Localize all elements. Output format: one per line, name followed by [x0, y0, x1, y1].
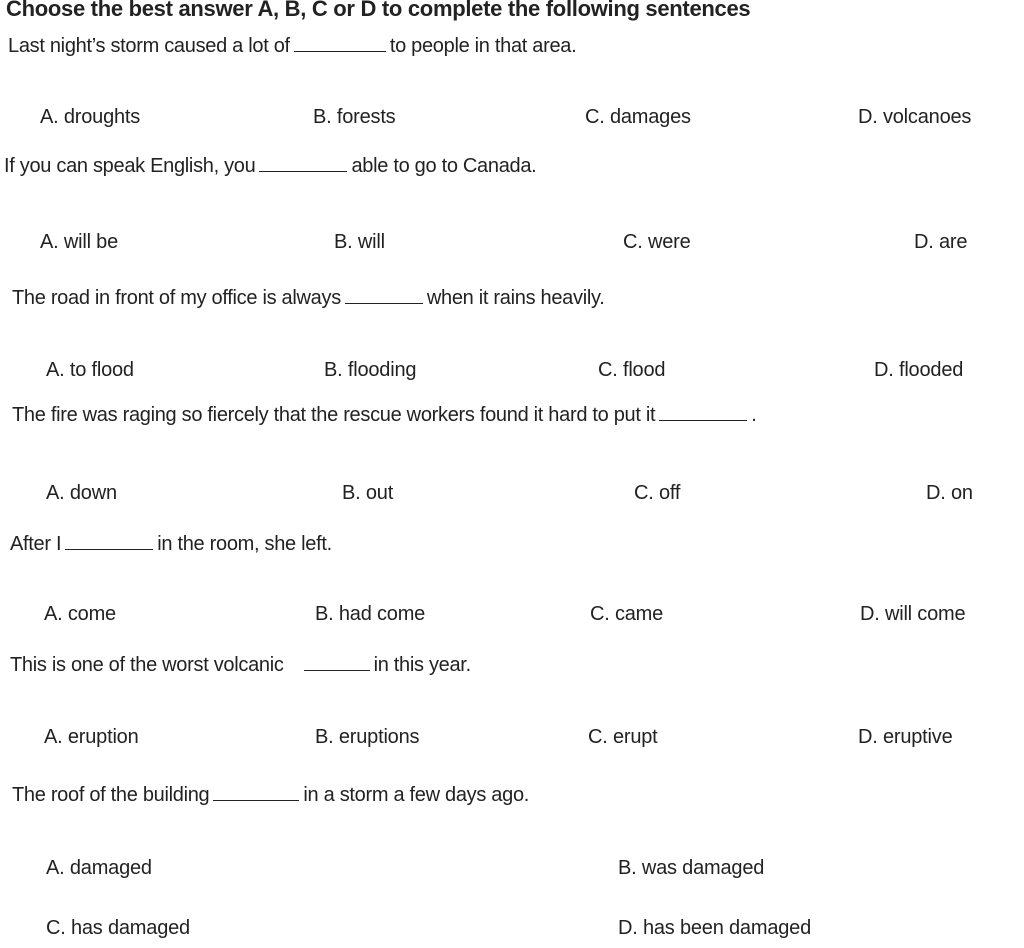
question-6-blank[interactable] [304, 652, 370, 671]
question-3-option-d[interactable]: D. flooded [874, 359, 964, 381]
question-6-after: in this year. [373, 654, 471, 676]
question-4 [12, 402, 757, 427]
question-4-option-d[interactable]: D. on [926, 482, 973, 504]
question-3 [12, 285, 604, 310]
question-5-option-c[interactable]: C. came [590, 603, 664, 625]
question-3-option-a[interactable]: A. to flood [46, 359, 134, 381]
question-7-after: in a storm a few days ago. [303, 784, 530, 806]
question-7-option-c[interactable]: C. has damaged [46, 917, 190, 939]
question-7 [12, 782, 529, 807]
question-4-option-b[interactable]: B. out [342, 482, 394, 504]
question-3-before: The road in front of my office is always [12, 287, 341, 309]
question-2-option-b[interactable]: B. will [334, 231, 385, 253]
question-5 [10, 531, 332, 556]
question-6-option-d[interactable]: D. eruptive [858, 726, 953, 748]
question-5-option-d[interactable]: D. will come [860, 603, 966, 625]
question-5-option-a[interactable]: A. come [44, 603, 116, 625]
question-2-option-d[interactable]: D. are [914, 231, 968, 253]
question-6 [10, 652, 471, 677]
question-3-blank[interactable] [345, 285, 423, 304]
question-2-option-c[interactable]: C. were [623, 231, 691, 253]
question-7-blank[interactable] [213, 782, 299, 801]
question-5-after: in the room, she left. [157, 533, 332, 555]
question-1-after: to people in that area. [389, 35, 577, 57]
question-1-blank[interactable] [294, 33, 386, 52]
question-3-option-b[interactable]: B. flooding [324, 359, 417, 381]
question-1-option-d[interactable]: D. volcanoes [858, 106, 972, 128]
question-3-option-c[interactable]: C. flood [598, 359, 666, 381]
question-1 [8, 33, 576, 58]
question-2-blank[interactable] [259, 153, 347, 172]
question-4-before: The fire was raging so fiercely that the rescue workers found it hard to put it [12, 404, 656, 426]
question-2 [4, 153, 536, 178]
question-5-before: After I [10, 533, 62, 555]
question-4-option-a[interactable]: A. down [46, 482, 117, 504]
question-6-option-b[interactable]: B. eruptions [315, 726, 420, 748]
question-5-blank[interactable] [65, 531, 153, 550]
question-6-option-a[interactable]: A. eruption [44, 726, 139, 748]
question-2-after: able to go to Canada. [351, 155, 537, 177]
question-7-option-a[interactable]: A. damaged [46, 857, 152, 879]
question-6-before: This is one of the worst volcanic [10, 654, 284, 676]
question-7-before: The roof of the building [12, 784, 210, 806]
question-4-after: . [751, 404, 757, 426]
question-1-option-b[interactable]: B. forests [313, 106, 396, 128]
question-5-option-b[interactable]: B. had come [315, 603, 426, 625]
question-4-blank[interactable] [659, 402, 747, 421]
question-1-option-c[interactable]: C. damages [585, 106, 691, 128]
question-7-option-d[interactable]: D. has been damaged [618, 917, 812, 939]
question-2-before: If you can speak English, you [4, 155, 256, 177]
question-6-option-c[interactable]: C. erupt [588, 726, 658, 748]
question-2-option-a[interactable]: A. will be [40, 231, 119, 253]
question-7-option-b[interactable]: B. was damaged [618, 857, 765, 879]
question-4-option-c[interactable]: C. off [634, 482, 681, 504]
question-3-after: when it rains heavily. [426, 287, 605, 309]
question-1-before: Last night’s storm caused a lot of [8, 35, 290, 57]
question-1-option-a[interactable]: A. droughts [40, 106, 141, 128]
worksheet-title: Choose the best answer A, B, C or D to complete the following sentences [6, 0, 751, 21]
